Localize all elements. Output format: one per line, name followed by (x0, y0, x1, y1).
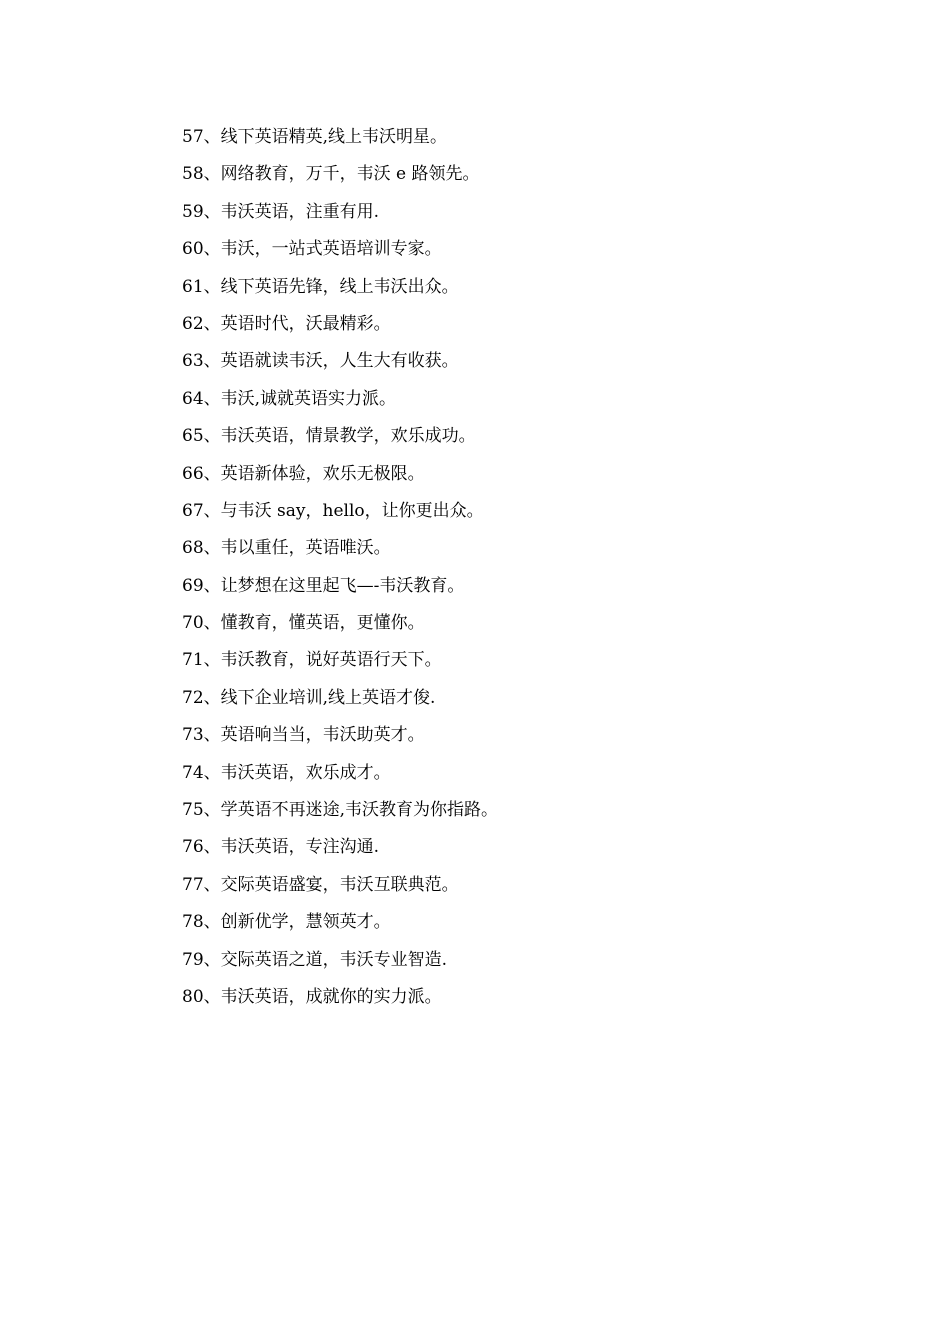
list-item: 76、韦沃英语，专注沟通. (182, 837, 380, 858)
list-item: 69、让梦想在这里起飞—-韦沃教育。 (182, 575, 465, 596)
list-item: 75、学英语不再迷途,韦沃教育为你指路。 (182, 800, 499, 821)
list-item: 63、英语就读韦沃，人生大有收获。 (182, 351, 459, 372)
list-item: 66、英语新体验，欢乐无极限。 (182, 463, 425, 484)
list-item: 57、线下英语精英,线上韦沃明星。 (182, 127, 448, 147)
list-item: 79、交际英语之道，韦沃专业智造. (182, 949, 448, 970)
list-item: 77、交际英语盛宴，韦沃互联典范。 (182, 874, 459, 895)
list-item: 72、线下企业培训,线上英语才俊. (182, 687, 436, 708)
list-item: 58、网络教育，万千，韦沃 e 路领先。 (182, 164, 480, 185)
list-item: 80、韦沃英语，成就你的实力派。 (182, 986, 442, 1007)
list-item: 71、韦沃教育，说好英语行天下。 (182, 650, 442, 671)
list-item: 64、韦沃,诚就英语实力派。 (182, 388, 397, 409)
list-item: 60、韦沃，一站式英语培训专家。 (182, 239, 442, 260)
list-item: 70、懂教育，懂英语，更懂你。 (182, 613, 425, 634)
slogan-list (182, 124, 498, 1021)
list-item: 67、与韦沃 say，hello，让你更出众。 (182, 500, 484, 521)
list-item: 61、线下英语先锋，线上韦沃出众。 (182, 276, 459, 297)
list-item: 73、英语响当当，韦沃助英才。 (182, 725, 425, 746)
list-item: 65、韦沃英语，情景教学，欢乐成功。 (182, 426, 476, 447)
list-item: 68、韦以重任，英语唯沃。 (182, 538, 391, 559)
list-item: 62、英语时代，沃最精彩。 (182, 313, 391, 334)
list-item: 78、创新优学，慧领英才。 (182, 912, 391, 933)
list-item: 74、韦沃英语，欢乐成才。 (182, 762, 391, 783)
list-item: 59、韦沃英语，注重有用. (182, 201, 380, 222)
